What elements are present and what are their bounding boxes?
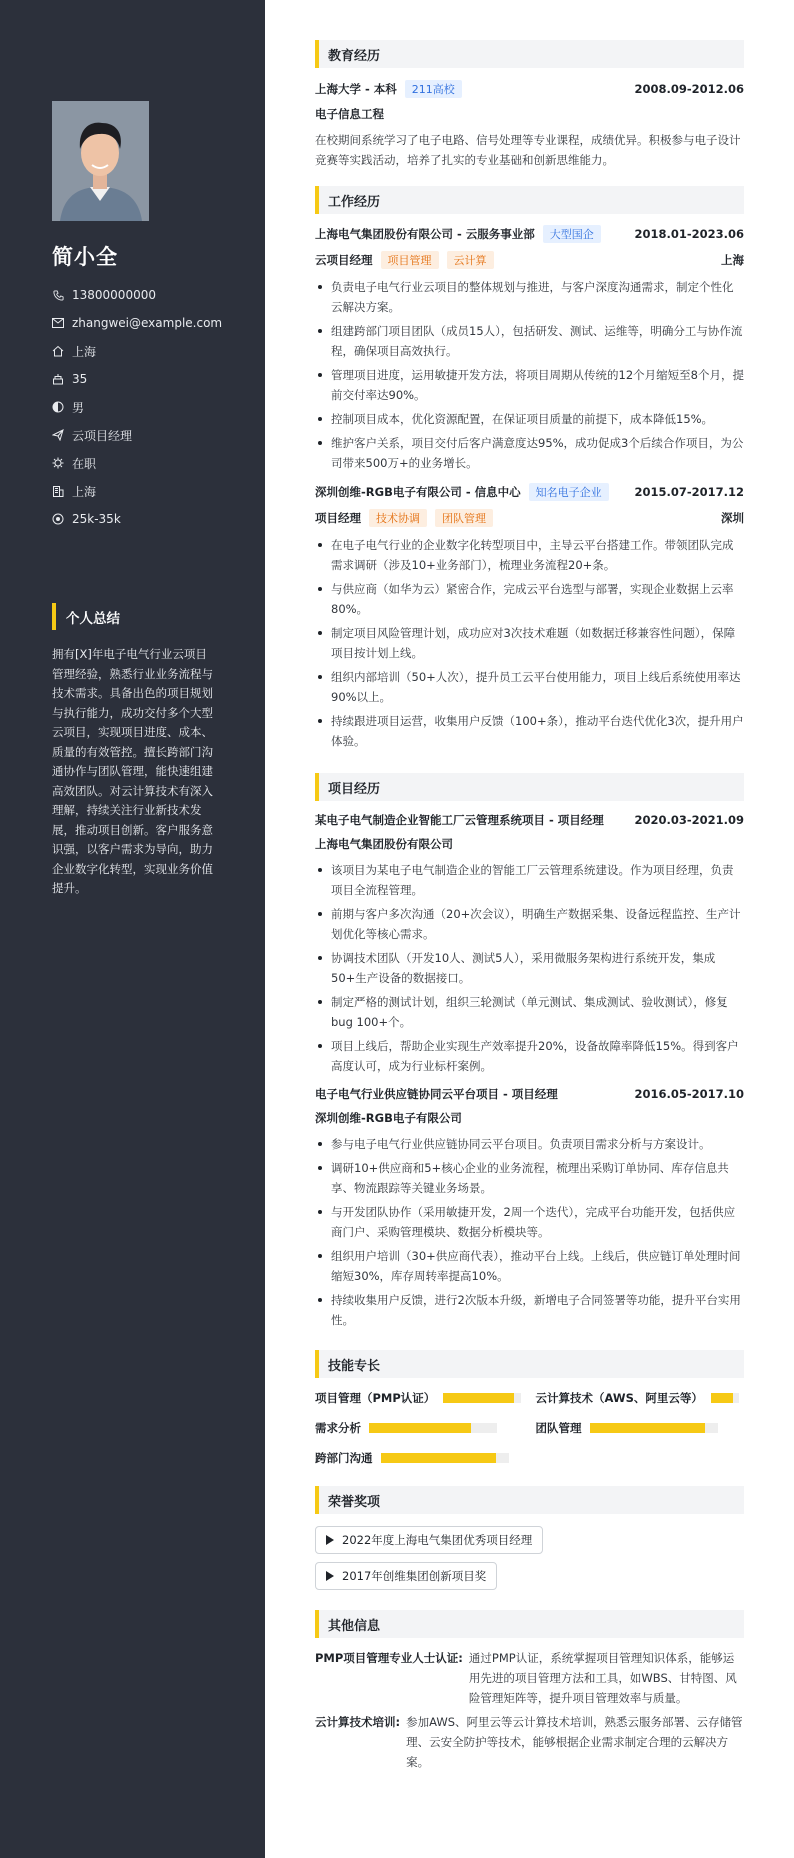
home-icon — [52, 345, 64, 357]
work-role-row — [315, 509, 744, 527]
work-company-line — [315, 225, 601, 243]
skill-bar — [443, 1393, 521, 1403]
work-city: 上海 — [721, 253, 744, 267]
contact-info-list — [52, 281, 222, 533]
summary-heading: 个人总结 — [52, 603, 120, 630]
project-header-row — [315, 1086, 744, 1102]
list-item: 制定严格的测试计划，组织三轮测试（单元测试、集成测试、验收测试），修复bug 100+个。 — [315, 992, 744, 1032]
location-text: 上海 — [72, 344, 97, 359]
work-city: 深圳 — [721, 511, 744, 525]
list-item: 与供应商（如华为云）紧密合作，完成云平台选型与部署，实现企业数据上云率80%。 — [315, 579, 744, 619]
award-text: 2022年度上海电气集团优秀项目经理 — [342, 1533, 533, 1547]
other-item — [315, 1712, 744, 1772]
project-item — [315, 1086, 744, 1330]
info-item-position — [52, 421, 222, 449]
gender-icon — [52, 401, 64, 413]
list-item: 组织用户培训（30+供应商代表），推动平台上线。上线后，供应链订单处理时间缩短30%，库存周转率提高10%。 — [315, 1246, 744, 1286]
salary-text: 25k-35k — [72, 512, 121, 526]
skill-item — [315, 1390, 524, 1406]
other-label: 云计算技术培训: — [315, 1715, 401, 1729]
info-item-location — [52, 337, 222, 365]
skill-bar — [711, 1393, 739, 1403]
work-company-tag: 知名电子企业 — [529, 483, 609, 501]
phone-text: 13800000000 — [72, 288, 156, 302]
gender-text: 男 — [72, 400, 85, 415]
education-tag: 211高校 — [405, 80, 462, 98]
award-row — [315, 1526, 744, 1554]
project-name: 某电子电气制造企业智能工厂云管理系统项目 - 项目经理 — [315, 813, 604, 827]
list-item: 维护客户关系，项目交付后客户满意度达95%，成功促成3个后续合作项目，为公司带来500万+的业务增长。 — [315, 433, 744, 473]
summary-text: 拥有[X]年电子电气行业云项目管理经验，熟悉行业业务流程与技术需求。具备出色的项目规划与执行能力，成功交付多个大型云项目，实现项目进度、成本、质量的有效管控。擅长跨部门沟通协作与团队管理，能快速组建高效团队。对云计算技术有深入理解，持续关注行业新技术发展，推动项目创新。客户服务意识强，以客户需求为导向，助力企业数字化转型，实现业务价值提升。 — [52, 647, 213, 895]
work-role: 云项目经理 — [315, 253, 373, 267]
age-text: 35 — [72, 372, 88, 386]
caret-right-icon — [326, 1571, 334, 1581]
work-company-tag: 大型国企 — [543, 225, 601, 243]
list-item: 持续收集用户反馈，进行2次版本升级，新增电子合同签署等功能，提升平台实用性。 — [315, 1290, 744, 1330]
project-name: 电子电气行业供应链协同云平台项目 - 项目经理 — [315, 1087, 558, 1101]
work-date: 2015.07-2017.12 — [634, 485, 744, 499]
skill-name: 云计算技术（AWS、阿里云等） — [535, 1391, 703, 1405]
skill-name: 跨部门沟通 — [315, 1451, 373, 1465]
list-item: 组织内部培训（50+人次），提升员工云平台使用能力，项目上线后系统使用率达90%以上。 — [315, 667, 744, 707]
award-item[interactable] — [315, 1562, 497, 1590]
work-company: 上海电气集团股份有限公司 - 云服务事业部 — [315, 227, 535, 241]
work-header-row — [315, 225, 744, 243]
awards-section — [315, 1486, 744, 1590]
skill-bar-fill — [711, 1393, 733, 1403]
salary-icon — [52, 513, 64, 525]
work-role-row — [315, 251, 744, 269]
skill-bar-fill — [443, 1393, 513, 1403]
skills-heading: 技能专长 — [315, 1350, 744, 1378]
skill-tag: 团队管理 — [435, 509, 493, 527]
list-item: 调研10+供应商和5+核心企业的业务流程，梳理出采购订单协同、库存信息共享、物流跟踪等关键业务场景。 — [315, 1158, 744, 1198]
profile-photo — [52, 101, 149, 221]
project-date: 2016.05-2017.10 — [634, 1087, 744, 1101]
list-item: 持续跟进项目运营，收集用户反馈（100+条），推动平台迭代优化3次，提升用户体验。 — [315, 711, 744, 751]
work-date: 2018.01-2023.06 — [634, 227, 744, 241]
list-item: 项目上线后，帮助企业实现生产效率提升20%，设备故障率降低15%。得到客户高度认可，成为行业标杆案例。 — [315, 1036, 744, 1076]
caret-right-icon — [326, 1535, 334, 1545]
list-item: 该项目为某电子电气制造企业的智能工厂云管理系统建设。作为项目经理，负责项目全流程管理。 — [315, 860, 744, 900]
position-text: 云项目经理 — [72, 428, 133, 443]
skill-tag: 项目管理 — [381, 251, 439, 269]
work-item — [315, 225, 744, 473]
education-desc: 在校期间系统学习了电子电路、信号处理等专业课程，成绩优异。积极参与电子设计竞赛等实践活动，培养了扎实的专业基础和创新思维能力。 — [315, 133, 741, 167]
projects-section — [315, 773, 744, 1330]
skill-bar — [369, 1423, 497, 1433]
list-item: 负责电子电气行业云项目的整体规划与推进，与客户深度沟通需求，制定个性化云解决方案。 — [315, 277, 744, 317]
awards-heading: 荣誉奖项 — [315, 1486, 744, 1514]
work-section — [315, 186, 744, 751]
status-icon — [52, 457, 64, 469]
skill-bar — [590, 1423, 718, 1433]
info-item-city — [52, 477, 222, 505]
work-item — [315, 483, 744, 751]
skill-tag: 技术协调 — [369, 509, 427, 527]
education-date: 2008.09-2012.06 — [634, 82, 744, 96]
skill-tag: 云计算 — [447, 251, 494, 269]
award-row — [315, 1562, 744, 1590]
list-item: 与开发团队协作（采用敏捷开发，2周一个迭代），完成平台功能开发，包括供应商门户、采购管理模块、数据分析模块等。 — [315, 1202, 744, 1242]
project-item — [315, 812, 744, 1076]
award-item[interactable] — [315, 1526, 543, 1554]
award-text: 2017年创维集团创新项目奖 — [342, 1569, 487, 1583]
list-item: 在电子电气行业的企业数字化转型项目中，主导云平台搭建工作。带领团队完成需求调研（涉及10+业务部门），梳理业务流程20+条。 — [315, 535, 744, 575]
status-text: 在职 — [72, 456, 97, 471]
work-company: 深圳创维-RGB电子有限公司 - 信息中心 — [315, 485, 521, 499]
education-heading: 教育经历 — [315, 40, 744, 68]
education-major: 电子信息工程 — [315, 107, 384, 121]
cake-icon — [52, 373, 64, 385]
other-label: PMP项目管理专业人士认证: — [315, 1651, 463, 1665]
skill-item — [536, 1390, 745, 1406]
skill-item — [315, 1450, 524, 1466]
other-text: 通过PMP认证，系统掌握项目管理知识体系，能够运用先进的项目管理方法和工具，如WBS、甘特图、风险管理矩阵等，提升项目管理效率与质量。 — [468, 1651, 737, 1705]
list-item: 参与电子电气行业供应链协同云平台项目。负责项目需求分析与方案设计。 — [315, 1134, 744, 1154]
email-text: zhangwei@example.com — [72, 316, 223, 330]
skill-bar-fill — [381, 1453, 496, 1463]
work-heading: 工作经历 — [315, 186, 744, 214]
other-item — [315, 1648, 744, 1708]
project-bullets — [315, 1134, 744, 1330]
skill-item — [315, 1420, 524, 1436]
skill-bar-fill — [590, 1423, 705, 1433]
work-bullets — [315, 277, 744, 473]
info-item-status — [52, 449, 222, 477]
mail-icon — [52, 317, 64, 329]
list-item: 协调技术团队（开发10人、测试5人），采用微服务架构进行系统开发，集成50+生产设备的数据接口。 — [315, 948, 744, 988]
phone-icon — [52, 289, 64, 301]
skill-name: 项目管理（PMP认证） — [315, 1391, 436, 1405]
project-date: 2020.03-2021.09 — [634, 813, 744, 827]
list-item: 前期与客户多次沟通（20+次会议），明确生产数据采集、设备远程监控、生产计划优化等核心需求。 — [315, 904, 744, 944]
education-section — [315, 40, 744, 170]
skill-name: 需求分析 — [315, 1421, 361, 1435]
work-role-line — [315, 251, 494, 269]
work-role: 项目经理 — [315, 511, 361, 525]
skills-grid — [315, 1390, 744, 1466]
other-heading: 其他信息 — [315, 1610, 744, 1638]
education-header-row — [315, 80, 744, 98]
info-item-gender — [52, 393, 222, 421]
project-header-row — [315, 812, 744, 828]
list-item: 组建跨部门项目团队（成员15人），包括研发、测试、运维等，明确分工与协作流程，确保项目高效执行。 — [315, 321, 744, 361]
info-item-age — [52, 365, 222, 393]
projects-heading: 项目经历 — [315, 773, 744, 801]
skills-section — [315, 1350, 744, 1466]
send-icon — [52, 429, 64, 441]
work-company-line — [315, 483, 609, 501]
project-company: 上海电气集团股份有限公司 — [315, 837, 453, 851]
education-school: 上海大学 - 本科 — [315, 82, 397, 96]
skill-bar — [381, 1453, 509, 1463]
work-role-line — [315, 509, 493, 527]
info-item-phone — [52, 281, 222, 309]
skill-item — [536, 1420, 745, 1436]
project-company: 深圳创维-RGB电子有限公司 — [315, 1111, 462, 1125]
main-content — [265, 0, 794, 1858]
list-item: 管理项目进度，运用敏捷开发方法，将项目周期从传统的12个月缩短至8个月，提前交付率达90%。 — [315, 365, 744, 405]
avatar — [52, 101, 149, 221]
city-text: 上海 — [72, 484, 97, 499]
sidebar — [0, 0, 265, 1858]
skill-name: 团队管理 — [535, 1421, 582, 1435]
work-bullets — [315, 535, 744, 751]
list-item: 控制项目成本，优化资源配置，在保证项目质量的前提下，成本降低15%。 — [315, 409, 744, 429]
other-text: 参加AWS、阿里云等云计算技术培训，熟悉云服务部署、云存储管理、云安全防护等技术，能够根据企业需求制定合理的云解决方案。 — [406, 1715, 743, 1769]
info-item-salary — [52, 505, 222, 533]
project-bullets — [315, 860, 744, 1076]
education-school-line — [315, 80, 462, 98]
list-item: 制定项目风险管理计划，成功应对3次技术难题（如数据迁移兼容性问题），保障项目按计划上线。 — [315, 623, 744, 663]
work-header-row — [315, 483, 744, 501]
other-section — [315, 1610, 744, 1772]
building-icon — [52, 485, 64, 497]
candidate-name: 简小全 — [52, 245, 118, 269]
skill-bar-fill — [369, 1423, 471, 1433]
info-item-email — [52, 309, 222, 337]
